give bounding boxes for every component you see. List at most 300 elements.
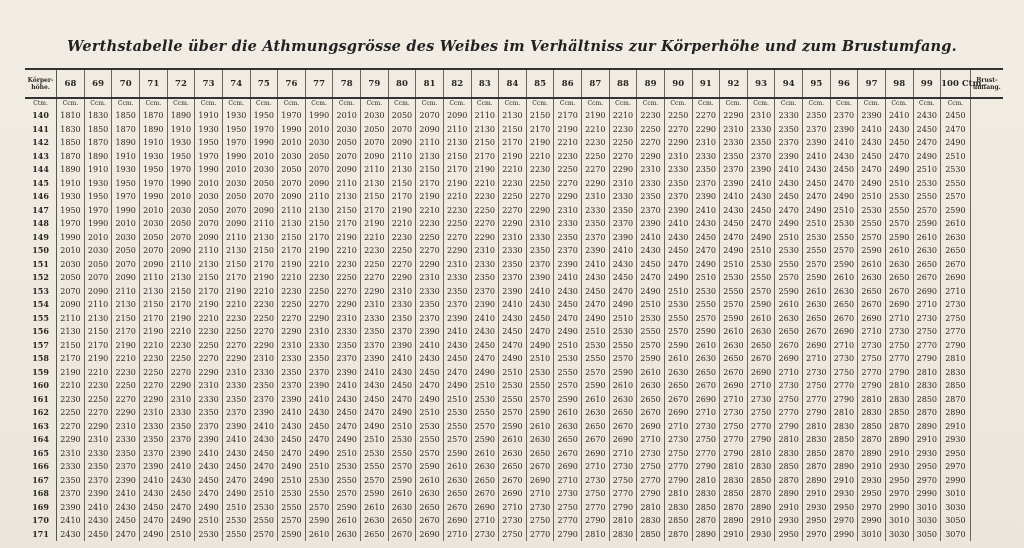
table-cell: 2330 [361,312,389,326]
table-cell: 2530 [499,379,527,393]
table-cell: 2450 [278,433,306,447]
table-cell: 2190 [333,231,361,245]
table-cell: 2810 [913,366,941,380]
table-cell: 2810 [803,420,831,434]
table-cell: 2410 [609,244,637,258]
table-cell: 2250 [333,271,361,285]
table-cell: 2550 [499,393,527,407]
table-row [25,352,1003,366]
table-cell: 2690 [664,406,692,420]
unit-label-volume: Ccm. [582,98,610,109]
table-cell: 2790 [775,420,803,434]
table-cell: 2430 [250,433,278,447]
table-cell: 2490 [582,312,610,326]
unit-row [25,98,1003,109]
table-cell: 2630 [526,433,554,447]
table-cell: 2470 [554,312,582,326]
table-cell: 2570 [582,366,610,380]
table-cell: 2490 [885,163,913,177]
table-cell: 2770 [830,379,858,393]
value-table-container [25,68,1003,539]
table-cell: 2710 [582,460,610,474]
table-cell: 2470 [609,285,637,299]
table-cell: 2290 [443,244,471,258]
table-cell: 1890 [167,109,195,123]
table-cell: 2010 [112,217,140,231]
table-cell: 2670 [499,474,527,488]
table-cell: 2470 [692,244,720,258]
table-cell: 2510 [803,217,831,231]
table-cell: 2330 [554,217,582,231]
table-cell: 2790 [692,460,720,474]
table-cell: 2530 [775,244,803,258]
table-cell: 2870 [941,393,971,407]
table-cell: 1990 [112,204,140,218]
table-cell: 2950 [775,528,803,542]
table-cell: 2210 [582,123,610,137]
table-cell: 1990 [84,217,112,231]
table-cell: 2290 [554,190,582,204]
table-cell: 2630 [333,528,361,542]
table-cell: 2550 [941,177,971,191]
table-cell: 2310 [278,339,306,353]
table-cell: 1970 [140,177,168,191]
table-cell: 2650 [692,366,720,380]
table-row [25,460,1003,474]
table-cell: 2490 [416,393,444,407]
table-cell: 2190 [250,271,278,285]
table-cell: 2410 [692,204,720,218]
table-cell: 2410 [222,433,250,447]
row-end [970,177,1003,191]
table-cell: 2470 [416,379,444,393]
row-end [970,433,1003,447]
table-cell: 2730 [803,366,831,380]
table-cell: 2050 [222,190,250,204]
column-header-100: 100 Ctm. [941,70,971,98]
table-cell: 1990 [222,150,250,164]
table-cell: 2650 [526,447,554,461]
table-cell: 2510 [195,514,223,528]
table-cell: 2430 [222,447,250,461]
table-cell: 2770 [526,528,554,542]
table-cell: 2170 [388,190,416,204]
table-cell: 2450 [830,163,858,177]
table-cell: 2850 [720,487,748,501]
table-cell: 2250 [361,258,389,272]
table-cell: 2130 [195,258,223,272]
column-header-96: 96 [830,70,858,98]
table-cell: 2290 [167,379,195,393]
table-cell: 2250 [195,339,223,353]
table-cell: 2610 [305,528,333,542]
unit-label-volume: Ccm. [84,98,112,109]
table-cell: 2470 [803,190,831,204]
table-cell: 2750 [803,379,831,393]
table-cell: 2350 [747,136,775,150]
table-cell: 2430 [361,379,389,393]
row-height-label: 151 [25,258,57,272]
table-cell: 2090 [57,298,85,312]
table-row [25,379,1003,393]
table-cell: 2790 [830,393,858,407]
table-cell: 3070 [941,528,971,542]
column-header-76: 76 [278,70,306,98]
table-cell: 2310 [664,150,692,164]
column-header-70: 70 [112,70,140,98]
unit-label-volume: Ccm. [609,98,637,109]
table-row [25,501,1003,515]
row-height-label: 162 [25,406,57,420]
table-cell: 2570 [803,258,831,272]
table-cell: 2130 [140,285,168,299]
table-cell: 2710 [720,393,748,407]
table-cell: 2210 [333,244,361,258]
table-cell: 2350 [499,258,527,272]
table-cell: 2870 [885,420,913,434]
row-end [970,298,1003,312]
table-cell: 2850 [692,501,720,515]
table-cell: 2310 [720,123,748,137]
table-cell: 2890 [692,528,720,542]
table-cell: 2590 [582,379,610,393]
table-cell: 3050 [941,514,971,528]
column-header-97: 97 [858,70,886,98]
table-cell: 2730 [885,325,913,339]
table-cell: 2170 [222,271,250,285]
table-cell: 2190 [112,339,140,353]
table-cell: 2530 [885,190,913,204]
row-height-label: 161 [25,393,57,407]
table-cell: 2610 [637,366,665,380]
table-cell: 2330 [471,258,499,272]
table-cell: 2390 [554,258,582,272]
table-cell: 2230 [582,136,610,150]
table-cell: 2490 [195,501,223,515]
table-cell: 2070 [361,136,389,150]
table-cell: 2430 [526,298,554,312]
table-cell: 2270 [526,190,554,204]
table-cell: 2950 [830,501,858,515]
table-cell: 2290 [664,136,692,150]
table-cell: 2530 [941,163,971,177]
table-cell: 2390 [388,339,416,353]
row-height-label: 150 [25,244,57,258]
table-cell: 2390 [278,393,306,407]
table-cell: 2530 [361,447,389,461]
table-cell: 2910 [830,474,858,488]
table-cell: 2870 [692,514,720,528]
table-cell: 2630 [637,379,665,393]
table-cell: 2630 [554,420,582,434]
table-cell: 2390 [84,487,112,501]
table-cell: 2690 [637,420,665,434]
table-cell: 2390 [305,379,333,393]
table-cell: 2670 [526,460,554,474]
table-cell: 2430 [112,501,140,515]
table-cell: 1930 [195,123,223,137]
row-height-label: 163 [25,420,57,434]
row-end [970,136,1003,150]
row-end [970,339,1003,353]
table-cell: 2550 [222,528,250,542]
table-cell: 2090 [416,123,444,137]
table-cell: 2510 [526,352,554,366]
table-cell: 2270 [167,366,195,380]
table-cell: 2010 [222,163,250,177]
table-cell: 2110 [278,204,306,218]
table-cell: 2450 [941,109,971,123]
table-cell: 2450 [609,271,637,285]
table-cell: 2910 [747,514,775,528]
table-cell: 2550 [278,501,306,515]
table-cell: 2430 [333,393,361,407]
table-cell: 2230 [222,312,250,326]
table-cell: 2670 [692,379,720,393]
table-cell: 2830 [830,420,858,434]
table-cell: 2510 [692,271,720,285]
table-cell: 2610 [858,258,886,272]
table-cell: 2290 [416,258,444,272]
table-cell: 2910 [913,433,941,447]
table-cell: 2590 [720,312,748,326]
table-cell: 2610 [333,514,361,528]
table-cell: 2770 [720,433,748,447]
table-cell: 2890 [941,406,971,420]
table-cell: 2650 [913,258,941,272]
table-cell: 2390 [250,406,278,420]
table-cell: 2070 [140,244,168,258]
row-end [970,163,1003,177]
column-header-84: 84 [499,70,527,98]
table-cell: 2490 [305,447,333,461]
table-cell: 2390 [692,190,720,204]
table-cell: 2550 [333,474,361,488]
table-cell: 2450 [112,514,140,528]
table-cell: 2350 [361,325,389,339]
table-cell: 2490 [803,204,831,218]
table-cell: 2270 [195,352,223,366]
table-row [25,312,1003,326]
table-cell: 2010 [57,244,85,258]
table-cell: 2270 [305,298,333,312]
table-cell: 2830 [913,379,941,393]
table-cell: 2350 [609,204,637,218]
table-cell: 2630 [885,258,913,272]
table-cell: 2470 [388,393,416,407]
table-cell: 2150 [471,136,499,150]
table-cell: 2630 [471,460,499,474]
table-cell: 2470 [913,136,941,150]
table-cell: 2210 [471,177,499,191]
table-cell: 2330 [582,204,610,218]
table-cell: 2370 [775,136,803,150]
table-cell: 2410 [747,177,775,191]
table-cell: 2870 [803,460,831,474]
table-cell: 2690 [471,501,499,515]
table-cell: 2430 [664,231,692,245]
table-cell: 2550 [305,487,333,501]
table-cell: 2290 [692,123,720,137]
table-cell: 2590 [443,447,471,461]
table-cell: 2250 [140,366,168,380]
table-cell: 2610 [692,339,720,353]
table-cell: 2530 [471,393,499,407]
unit-label-volume: Ccm. [913,98,941,109]
table-cell: 1870 [112,123,140,137]
row-height-label: 168 [25,487,57,501]
table-cell: 2290 [112,406,140,420]
table-cell: 2370 [720,163,748,177]
table-cell: 2750 [692,433,720,447]
table-cell: 2410 [471,312,499,326]
table-cell: 2290 [499,217,527,231]
table-cell: 2450 [84,528,112,542]
column-header-80: 80 [388,70,416,98]
table-cell: 1910 [57,177,85,191]
table-cell: 2110 [167,258,195,272]
table-cell: 2530 [416,420,444,434]
table-cell: 2650 [664,379,692,393]
table-cell: 2590 [941,204,971,218]
table-cell: 2410 [57,514,85,528]
table-cell: 2330 [250,366,278,380]
table-cell: 2610 [471,447,499,461]
table-cell: 2250 [582,150,610,164]
table-cell: 2630 [775,312,803,326]
table-cell: 2670 [747,352,775,366]
table-cell: 2530 [913,177,941,191]
table-cell: 2070 [278,177,306,191]
table-cell: 2550 [361,460,389,474]
table-cell: 2450 [195,474,223,488]
table-cell: 2370 [112,460,140,474]
table-cell: 2270 [140,379,168,393]
table-cell: 2490 [443,379,471,393]
table-cell: 2230 [554,150,582,164]
table-cell: 2830 [692,487,720,501]
column-header-95: 95 [803,70,831,98]
table-cell: 2190 [222,285,250,299]
unit-label-volume: Ccm. [637,98,665,109]
table-cell: 2790 [885,366,913,380]
table-cell: 1970 [167,163,195,177]
table-cell: 2610 [664,352,692,366]
table-cell: 2990 [913,487,941,501]
table-cell: 2770 [582,501,610,515]
table-cell: 2590 [471,433,499,447]
table-cell: 2910 [858,460,886,474]
table-cell: 2930 [941,433,971,447]
table-cell: 2630 [913,244,941,258]
table-cell: 2410 [278,406,306,420]
column-header-77: 77 [305,70,333,98]
column-header-68: 68 [57,70,85,98]
table-cell: 2590 [913,217,941,231]
table-cell: 2470 [830,177,858,191]
table-cell: 2890 [747,501,775,515]
table-cell: 2390 [416,325,444,339]
unit-label-volume: Ccm. [167,98,195,109]
table-cell: 2330 [167,406,195,420]
table-cell: 2390 [803,136,831,150]
table-cell: 2530 [720,271,748,285]
table-cell: 2310 [554,204,582,218]
table-cell: 2310 [471,244,499,258]
table-cell: 2250 [305,285,333,299]
table-cell: 2290 [361,285,389,299]
table-cell: 2510 [250,487,278,501]
table-cell: 2650 [471,474,499,488]
table-cell: 1930 [57,190,85,204]
table-cell: 2130 [416,150,444,164]
table-cell: 2230 [499,177,527,191]
table-cell: 2530 [195,528,223,542]
table-cell: 1910 [84,163,112,177]
table-cell: 2210 [499,163,527,177]
table-cell: 2530 [388,433,416,447]
unit-label-volume: Ccm. [471,98,499,109]
table-cell: 2450 [803,177,831,191]
table-cell: 2450 [222,460,250,474]
table-cell: 2950 [803,514,831,528]
table-cell: 2350 [112,447,140,461]
table-cell: 2770 [913,339,941,353]
table-cell: 1950 [195,136,223,150]
table-cell: 2230 [416,217,444,231]
table-cell: 2050 [84,258,112,272]
table-cell: 2530 [443,406,471,420]
table-cell: 1930 [222,109,250,123]
table-cell: 2390 [526,271,554,285]
table-cell: 2550 [830,231,858,245]
table-cell: 2010 [250,150,278,164]
table-cell: 2330 [305,339,333,353]
table-cell: 2470 [720,231,748,245]
table-cell: 2670 [941,258,971,272]
table-cell: 2790 [637,487,665,501]
table-cell: 2590 [526,406,554,420]
table-cell: 2350 [250,379,278,393]
table-cell: 2150 [222,258,250,272]
column-header-88: 88 [609,70,637,98]
table-cell: 2110 [361,163,389,177]
table-cell: 2790 [664,474,692,488]
table-cell: 2450 [361,393,389,407]
table-cell: 2750 [720,420,748,434]
column-header-89: 89 [637,70,665,98]
column-header-85: 85 [526,70,554,98]
table-cell: 2650 [775,325,803,339]
row-height-label: 164 [25,433,57,447]
table-cell: 1850 [84,123,112,137]
table-cell: 2610 [443,460,471,474]
table-cell: 2610 [609,379,637,393]
table-cell: 2110 [305,190,333,204]
table-cell: 2310 [112,420,140,434]
table-cell: 2590 [554,393,582,407]
table-cell: 2510 [858,190,886,204]
table-cell: 2650 [609,406,637,420]
table-row [25,406,1003,420]
table-cell: 2130 [499,109,527,123]
column-header-74: 74 [222,70,250,98]
table-cell: 2970 [913,474,941,488]
table-cell: 2290 [84,420,112,434]
table-cell: 2270 [443,231,471,245]
unit-label-volume: Ccm. [416,98,444,109]
table-cell: 2110 [443,123,471,137]
